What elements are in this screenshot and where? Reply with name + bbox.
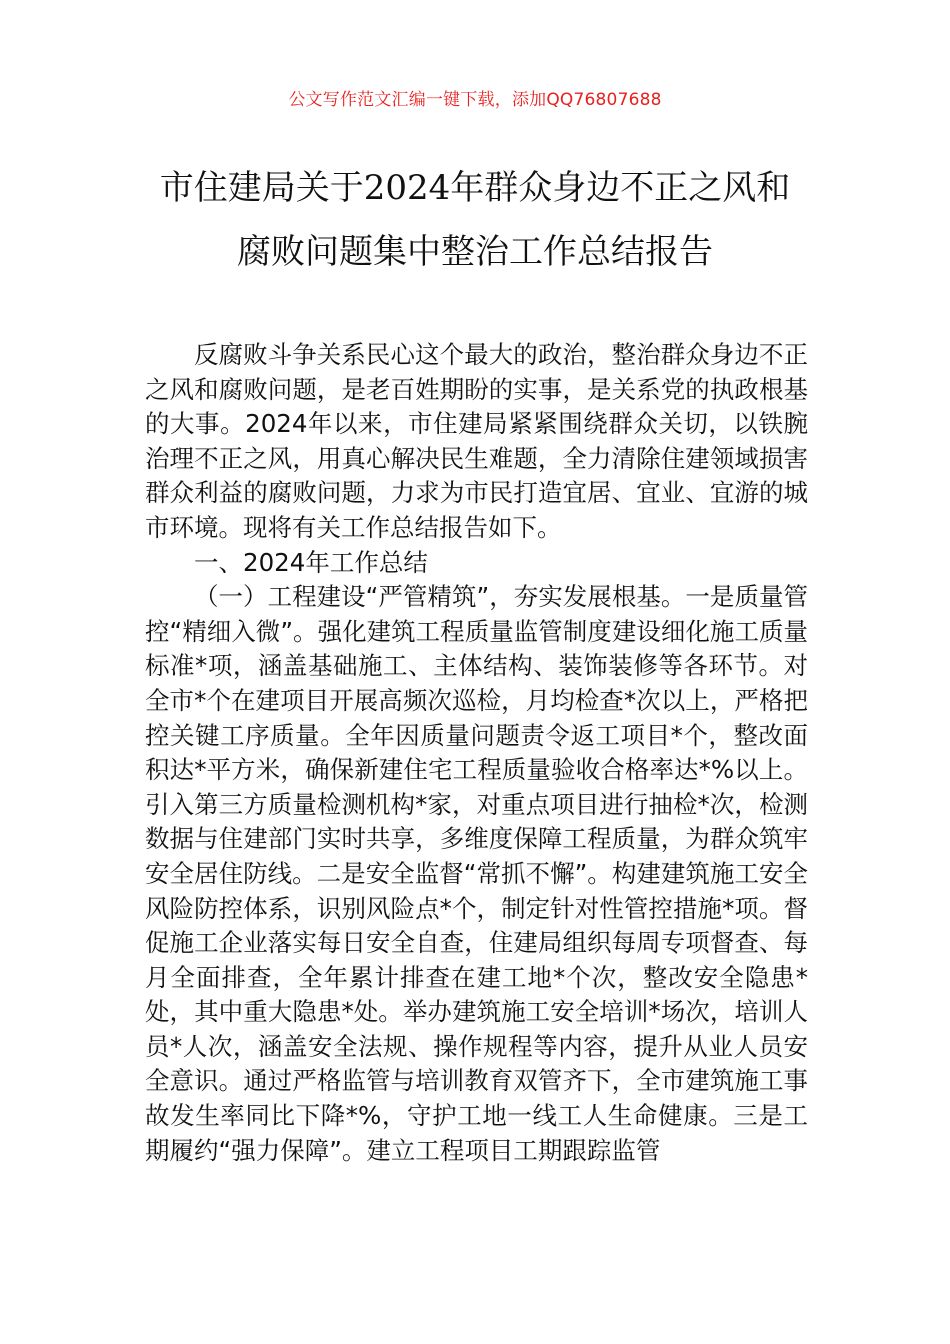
section-heading: 一、2024年工作总结 bbox=[194, 547, 428, 577]
title-line-1: 市住建局关于2024年群众身边不正之风和 bbox=[159, 168, 791, 208]
document-title bbox=[80, 156, 870, 284]
section-paragraph: （一）工程建设“严管精筑”，夯实发展根基。一是质量管控“精细入微”。强化建筑工程质量监管制度建设细化施工质量标准*项，涵盖基础施工、主体结构、装饰装修等各环节。对全市*个在建项目开展高频次巡检，月均检查*次以上，严格把控关键工序质量。全年因质量问题责令返工项目*个，整改面积达*平方米，确保新建住宅工程质量验收合格率达*%以上。引入第三方质量检测机构*家，对重点项目进行抽检*次，检测数据与住建部门实时共享，多维度保障工程质量，为群众筑牢安全居住防线。二是安全监督“常抓不懈”。构建建筑施工安全风险防控体系，识别风险点*个，制定针对性管控措施*项。督促施工企业落实每日安全自查，住建局组织每周专项督查、每月全面排查，全年累计排查在建工地*个次，整改安全隐患*处，其中重大隐患*处。举办建筑施工安全培训*场次，培训人员*人次，涵盖安全法规、操作规程等内容，提升从业人员安全意识。通过严格监管与培训教育双管齐下，全市建筑施工事故发生率同比下降*%，守护工地一线工人生命健康。三是工期履约“强力保障”。建立工程项目工期跟踪监管 bbox=[145, 582, 808, 1165]
document-body bbox=[145, 338, 808, 1168]
title-line-2: 腐败问题集中整治工作总结报告 bbox=[237, 232, 713, 272]
download-notice: 公文写作范文汇编一键下载，添加QQ76807688 bbox=[288, 90, 662, 110]
intro-paragraph: 反腐败斗争关系民心这个最大的政治，整治群众身边不正之风和腐败问题，是老百姓期盼的实事，是关系党的执政根基的大事。2024年以来，市住建局紧紧围绕群众关切，以铁腕治理不正之风，用真心解决民生难题，全力清除住建领域损害群众利益的腐败问题，力求为市民打造宜居、宜业、宜游的城市环境。现将有关工作总结报告如下。 bbox=[145, 340, 808, 542]
